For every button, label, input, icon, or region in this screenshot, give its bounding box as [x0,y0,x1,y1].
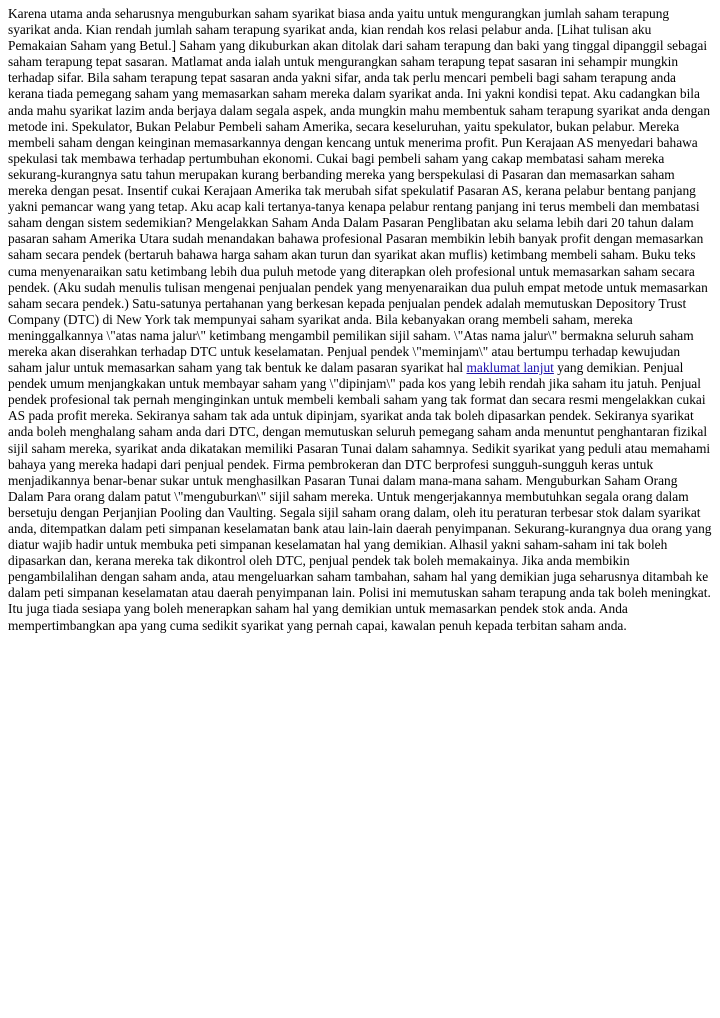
more-info-link[interactable]: maklumat lanjut [466,360,554,376]
article-text-before-link: Karena utama anda seharusnya menguburkan saham syarikat biasa anda yaitu untuk mengurangkan jumlah saham terapung syarikat anda. Kian rendah jumlah saham terapung syarikat anda, kian rendah kos relasi pelabur anda. [Lihat tulisan aku Pemakaian Saham yang Betul.] Saham yang dikuburkan akan ditolak dari saham terapung dan baki yang tinggal dipanggil sebagai saham terapung tepat sasaran. Matlamat anda ialah untuk mengurangkan saham terapung tepat sasaran ini sehampir mungkin terhadap sifar. Bila saham terapung tepat sasaran anda yakni sifar, anda tak perlu mencari pembeli bagi saham terapung anda kerana tiada pemegang saham yang memasarkan saham mereka dalam syarikat anda. Ini yakni kondisi tepat. Aku cadangkan bila anda mahu syarikat lazim anda berjaya dalam segala aspek, anda mungkin mahu membentuk saham terapung syarikat anda dengan metode ini. Spekulator, Bukan Pelabur Pembeli saham Amerika, secara keseluruhan, yaitu spekulator, bukan pelabur. Mereka membeli saham dengan keinginan memasarkannya dengan kencang untuk menerima profit. Pun Kerajaan AS menyedari bahawa spekulasi tak membawa terhadap pertumbuhan ekonomi. Cukai bagi pembeli saham yang cakap membatasi saham mereka sekurang-kurangnya satu tahun merupakan kurang berbanding mereka yang berspekulasi di Pasaran dan memasarkan saham mereka dengan pesat. Insentif cukai Kerajaan Amerika tak merubah sifat spekulatif Pasaran AS, kerana pelabur bentang panjang yakni pemancar wang yang tetap. Aku acap kali tertanya-tanya kenapa pelabur rentang panjang ini terus membeli dan membatasi saham dengan sistem sedemikian? Mengelakkan Saham Anda Dalam Pasaran Penglibatan aku selama lebih dari 20 tahun dalam pasaran saham Amerika Utara sudah menandakan bahawa profesional Pasaran membikin lebih banyak profit dengan memasarkan saham secara pendek (bertaruh bahawa harga saham akan turun dan syarikat akan muflis) ketimbang membeli saham. Buku teks cuma menyenaraikan satu ketimbang lebih dua puluh metode yang diterapkan oleh profesional untuk memasarkan saham secara pendek. (Aku sudah menulis tulisan mengenai penjualan pendek yang menyenaraikan dua puluh empat metode untuk memasarkan saham secara pendek.) Satu-satunya pertahanan yang berkesan kepada penjualan pendek adalah memutuskan Depository Trust Company (DTC) di New York tak mempunyai saham syarikat anda. Bila kebanyakan orang membeli saham, mereka meninggalkannya \"atas nama jalur\" ketimbang mengambil pemilikan sijil saham. \"Atas nama jalur\" bermakna seluruh saham mereka akan diserahkan terhadap DTC untuk keselamatan. Penjual pendek \"meminjam\" atau bertumpu terhadap kewujudan saham jalur untuk memasarkan saham yang tak bentuk ke dalam pasaran syarikat hal [8,6,711,376]
article-text-after-link: yang demikian. Penjual pendek umum menjangkakan untuk membayar saham yang \"dipinjam\" pada kos yang lebih rendah jika saham itu jatuh. Penjual pendek profesional tak pernah menginginkan untuk membeli kembali saham yang tak format dan secara resmi mengelakkan cukai AS pada profit mereka. Sekiranya saham tak ada untuk dipinjam, syarikat anda tak boleh dipasarkan pendek. Sekiranya syarikat anda boleh menghalang saham anda dari DTC, dengan memutuskan seluruh pemegang saham anda menuntut penghantaran fizikal sijil saham mereka, syarikat anda dikatakan memiliki Pasaran Tunai dalam sahamnya. Sedikit syarikat yang peduli atau memahami bahaya yang mereka hadapi dari penjual pendek. Firma pembrokeran dan DTC berprofesi sungguh-sungguh keras untuk menjadikannya benar-benar sukar untuk menghasilkan Pasaran Tunai dalam mana-mana saham. Menguburkan Saham Orang Dalam Para orang dalam patut \"menguburkan\" sijil saham mereka. Untuk mengerjakannya membutuhkan segala orang dalam bersetuju dengan Perjanjian Pooling dan Vaulting. Segala sijil saham orang dalam, oleh itu peraturan terbesar stok dalam syarikat anda, ditempatkan dalam peti simpanan keselamatan bank atau lain-lain daerah penyimpanan. Sekurang-kurangnya dua orang yang diatur wajib hadir untuk membuka peti simpanan keselamatan hal yang demikian. Alhasil yakni saham-saham ini tak boleh dipasarkan dan, kerana mereka tak dikontrol oleh DTC, penjual pendek tak boleh memakainya. Jika anda membikin pengambilalihan dengan saham anda, atau mengeluarkan saham tambahan, saham hal yang demikian juga seharusnya ditambah ke dalam peti simpanan keselamatan atau daerah penyimpanan lain. Polisi ini memutuskan saham terapung anda tak boleh meningkat. Itu juga tiada sesiapa yang boleh menerapkan saham hal yang demikian untuk memasarkan pendek stok anda. Anda mempertimbangkan apa yang cuma sedikit syarikat yang pernah capai, kawalan penuh kepada terbitan saham anda. [8,360,712,633]
